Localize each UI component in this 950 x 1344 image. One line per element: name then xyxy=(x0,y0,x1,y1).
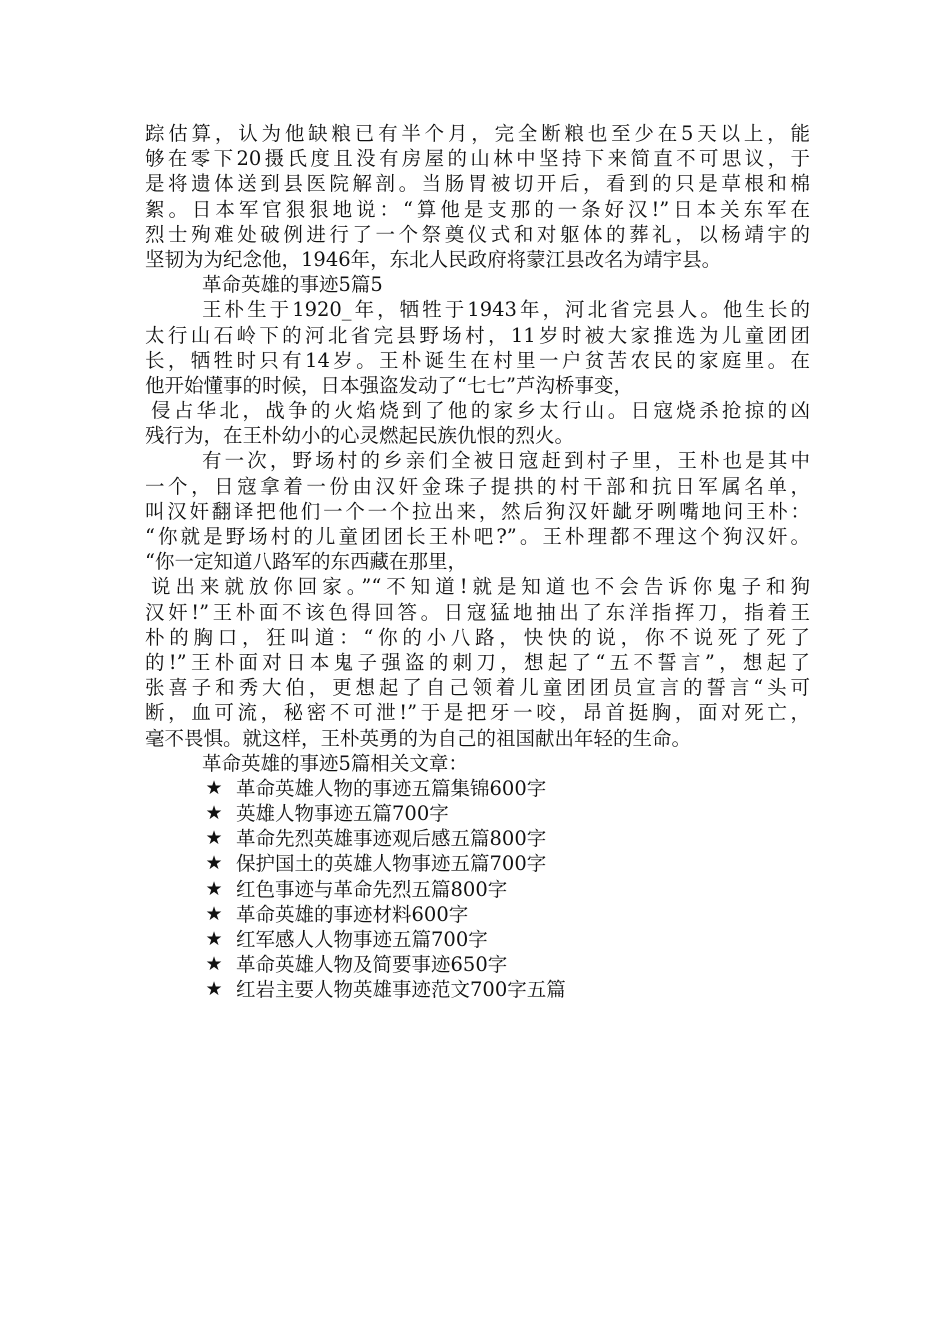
text-line: 汉奸!”王朴面不该色得回答。日寇猛地抽出了东洋指挥刀，指着王 xyxy=(145,600,810,624)
related-article-link[interactable]: 革命英雄的事迹材料600字 xyxy=(236,902,469,926)
text-line: 够在零下20摄氏度且没有房屋的山林中坚持下来简直不可思议，于 xyxy=(145,147,810,171)
related-article-link[interactable]: 红军感人人物事迹五篇700字 xyxy=(236,928,488,951)
text-line: 一个，日寇拿着一份由汉奸金珠子提拱的村干部和抗日军属名单， xyxy=(145,474,810,498)
star-icon: ★ xyxy=(205,978,223,1001)
star-icon: ★ xyxy=(205,953,223,976)
related-article-item xyxy=(145,952,810,977)
section-title: 革命英雄的事迹5篇5 xyxy=(202,273,383,297)
text-line: 有一次，野场村的乡亲们全被日寇赶到村子里，王朴也是其中 xyxy=(202,449,810,473)
related-articles-list xyxy=(145,776,810,1003)
text-line: 毫不畏惧。就这样，王朴英勇的为自己的祖国献出年轻的生命。 xyxy=(145,726,692,750)
story5-paragraph-1 xyxy=(145,297,810,448)
related-article-link[interactable]: 革命先烈英雄事迹观后感五篇800字 xyxy=(236,827,547,851)
text-line: 王朴生于1920_年，牺牲于1943年，河北省完县人。他生长的 xyxy=(202,298,810,322)
text-line: 絮。日本军官狠狠地说：“算他是支那的一条好汉!”日本关东军在 xyxy=(145,197,810,221)
related-article-item xyxy=(145,826,810,851)
text-line: 坚韧为为纪念他，1946年，东北人民政府将蒙江县改名为靖宇县。 xyxy=(145,247,722,271)
text-line: 他开始懂事的时候，日本强盗发动了“七七”芦沟桥事变， xyxy=(145,373,633,397)
story4-tail-paragraph xyxy=(145,121,810,272)
text-line: 太行山石岭下的河北省完县野场村，11岁时被大家推选为儿童团团 xyxy=(145,323,810,347)
related-article-link[interactable]: 红岩主要人物英雄事迹范文700字五篇 xyxy=(236,978,566,1002)
text-line: 朴的胸口，狂叫道：“你的小八路，快快的说，你不说死了死了 xyxy=(145,625,810,649)
related-article-item xyxy=(145,776,810,801)
star-icon: ★ xyxy=(205,902,223,925)
star-icon: ★ xyxy=(205,852,223,875)
related-article-link[interactable]: 革命英雄人物及简要事迹650字 xyxy=(236,953,508,977)
text-line: “你就是野场村的儿童团团长王朴吧?”。王朴理都不理这个狗汉奸。 xyxy=(145,525,810,548)
document-body xyxy=(145,121,810,1003)
text-line: 侵占华北，战争的火焰烧到了他的家乡太行山。日寇烧杀抢掠的凶 xyxy=(151,399,810,423)
star-icon: ★ xyxy=(205,877,223,900)
related-article-link[interactable]: 英雄人物事迹五篇700字 xyxy=(236,802,449,826)
text-line: 是将遗体送到县医院解剖。当肠胃被切开后，看到的只是草根和棉 xyxy=(145,172,810,196)
related-articles-heading: 革命英雄的事迹5篇相关文章： xyxy=(202,751,468,775)
text-line: “你一定知道八路军的东西藏在那里， xyxy=(145,550,467,574)
text-line: 长，牺牲时只有14岁。王朴诞生在村里一户贫苦农民的家庭里。在 xyxy=(145,348,810,372)
star-icon: ★ xyxy=(205,776,223,799)
star-icon: ★ xyxy=(205,827,223,850)
related-article-link[interactable]: 红色事迹与革命先烈五篇800字 xyxy=(236,877,508,901)
text-line: 烈士殉难处破例进行了一个祭奠仪式和对躯体的葬礼，以杨靖宇的 xyxy=(145,222,810,246)
text-line: 说出来就放你回家。”“不知道!就是知道也不会告诉你鬼子和狗 xyxy=(151,575,810,599)
related-article-item xyxy=(145,851,810,876)
text-line: 残行为，在王朴幼小的心灵燃起民族仇恨的烈火。 xyxy=(145,424,575,448)
related-article-item xyxy=(145,902,810,927)
text-line: 张喜子和秀大伯，更想起了自己领着儿童团团员宣言的誓言“头可 xyxy=(145,676,810,700)
related-article-link[interactable]: 革命英雄人物的事迹五篇集锦600字 xyxy=(236,776,547,800)
story5-paragraph-2 xyxy=(145,448,810,750)
related-article-item xyxy=(145,877,810,902)
text-line: 叫汉奸翻译把他们一个一个拉出来，然后狗汉奸龇牙咧嘴地问王朴： xyxy=(145,499,810,523)
text-line: 踪估算，认为他缺粮已有半个月，完全断粮也至少在5天以上，能 xyxy=(145,122,810,145)
related-article-item xyxy=(145,801,810,826)
text-line: 的!”王朴面对日本鬼子强盗的刺刀，想起了“五不誓言”，想起了 xyxy=(145,650,810,674)
related-article-item xyxy=(145,927,810,952)
star-icon: ★ xyxy=(205,802,223,825)
related-article-link[interactable]: 保护国土的英雄人物事迹五篇700字 xyxy=(236,852,547,876)
star-icon: ★ xyxy=(205,928,223,950)
related-article-item xyxy=(145,977,810,1002)
text-line: 断，血可流，秘密不可泄!”于是把牙一咬，昂首挺胸，面对死亡， xyxy=(145,701,810,725)
